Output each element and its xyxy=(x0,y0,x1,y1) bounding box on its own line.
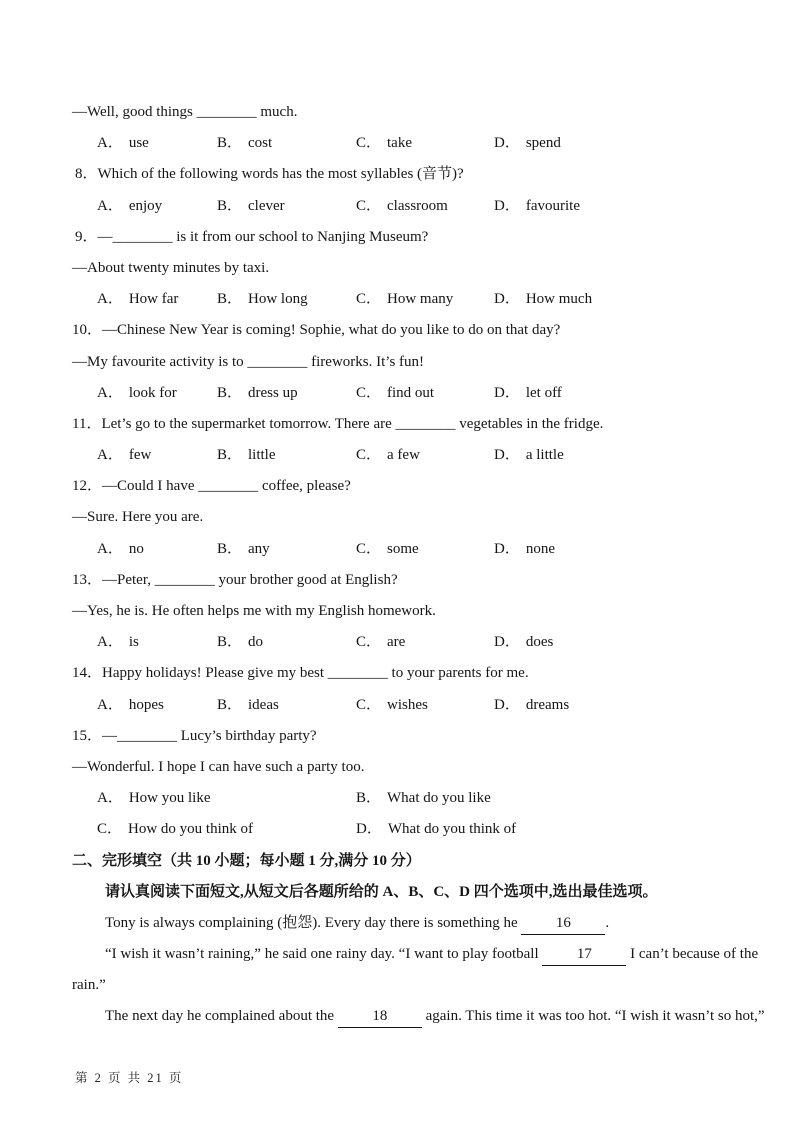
option-A xyxy=(97,128,149,159)
option-A xyxy=(97,284,178,315)
option-text: How many xyxy=(387,291,454,308)
option-D xyxy=(494,690,569,721)
line-28-segments xyxy=(72,939,759,970)
option-letter: C． xyxy=(356,135,382,152)
option-text: look for xyxy=(128,384,177,401)
option-C xyxy=(356,378,434,409)
option-text: How do you think of xyxy=(128,821,254,838)
text-segment: Tony is always complaining (抱怨). Every day there is something he xyxy=(105,914,522,931)
option-letter: A． xyxy=(97,634,123,651)
option-letter: A． xyxy=(97,790,123,807)
option-text: ideas xyxy=(248,696,279,713)
numbered-blank-16: 16 xyxy=(521,913,605,935)
line-6-text: —About twenty minutes by taxi. xyxy=(72,259,270,276)
option-letter: B． xyxy=(217,197,243,214)
option-C xyxy=(356,534,419,565)
option-text: enjoy xyxy=(128,197,163,214)
option-letter: D． xyxy=(356,821,382,838)
line-11-text: 11．Let’s go to the supermarket tomorrow. There are ________ vegetables in the fridge. xyxy=(72,415,604,432)
option-letter: D． xyxy=(494,291,520,308)
option-text: How much xyxy=(525,291,593,308)
option-letter: D． xyxy=(494,540,520,557)
option-text: hopes xyxy=(128,696,164,713)
option-letter: B． xyxy=(217,447,243,464)
option-letter: B． xyxy=(217,696,243,713)
option-letter: A． xyxy=(97,197,123,214)
option-D xyxy=(494,534,555,565)
option-text: none xyxy=(525,540,556,557)
line-15-options4 xyxy=(72,534,732,565)
line-27-segments xyxy=(72,908,732,939)
option-B xyxy=(217,690,279,721)
line-2-options4 xyxy=(72,128,732,159)
option-C xyxy=(356,128,412,159)
option-C xyxy=(356,690,428,721)
option-B xyxy=(217,534,270,565)
line-19-text: 14．Happy holidays! Please give my best ________ to your parents for me. xyxy=(72,665,529,682)
option-text: What do you think of xyxy=(387,821,517,838)
option-A xyxy=(97,378,177,409)
option-C xyxy=(356,440,420,471)
page-footer: 第 2 页 共 21 页 xyxy=(75,1071,184,1085)
option-letter: C． xyxy=(356,447,382,464)
option-letter: D． xyxy=(494,447,520,464)
line-4-options4 xyxy=(72,191,732,222)
option-text: is xyxy=(128,634,139,651)
option-B xyxy=(217,627,263,658)
option-text: cost xyxy=(248,135,273,152)
option-text: let off xyxy=(525,384,562,401)
line-10-options4 xyxy=(72,378,732,409)
option-text: a little xyxy=(525,447,564,464)
option-D xyxy=(494,627,553,658)
line-17-text: —Yes, he is. He often helps me with my English homework. xyxy=(72,603,436,619)
line-25-bold: 二、完形填空（共 10 小题；每小题 1 分,满分 10 分） xyxy=(72,852,421,869)
option-letter: A． xyxy=(97,540,123,557)
option-letter: B． xyxy=(217,540,243,557)
option-text: How long xyxy=(248,291,308,308)
option-B xyxy=(217,378,298,409)
text-segment: again. This time it was too hot. “I wish it wasn’t so hot,” xyxy=(421,1008,765,1025)
text-segment: . xyxy=(605,914,610,931)
option-text: no xyxy=(128,540,144,557)
line-29-text: rain.” xyxy=(72,977,106,994)
line-20-options4 xyxy=(72,690,732,721)
line-21-text: 15．—________ Lucy’s birthday party? xyxy=(72,727,317,744)
option-text: favourite xyxy=(525,197,580,214)
option-letter: B． xyxy=(217,291,243,308)
line-22-text: —Wonderful. I hope I can have such a party too. xyxy=(72,758,365,775)
option-text: wishes xyxy=(387,696,428,713)
text-segment: The next day he complained about the xyxy=(105,1008,338,1025)
line-16-text: 13．—Peter, ________ your brother good at English? xyxy=(72,571,398,588)
option-text: How far xyxy=(128,291,179,308)
option-letter: D． xyxy=(494,135,520,152)
line-24-options2 xyxy=(72,814,732,845)
option-letter: A． xyxy=(97,135,123,152)
option-letter: D． xyxy=(494,634,520,651)
option-letter: D． xyxy=(494,696,520,713)
option-A xyxy=(97,440,151,471)
option-letter: A． xyxy=(97,696,123,713)
option-A xyxy=(97,690,164,721)
option-letter: A． xyxy=(97,384,123,401)
option-D xyxy=(494,440,564,471)
option-C xyxy=(356,627,405,658)
numbered-blank-18: 18 xyxy=(338,1006,422,1028)
line-13-text: 12．—Could I have ________ coffee, please? xyxy=(72,478,351,495)
line-18-options4 xyxy=(72,627,732,658)
option-letter: A． xyxy=(97,291,123,308)
option-letter: C． xyxy=(356,197,382,214)
option-letter: B． xyxy=(217,384,243,401)
option-text: dreams xyxy=(525,696,570,713)
option-text: clever xyxy=(248,197,285,214)
option-text: a few xyxy=(387,447,420,464)
option-letter: C． xyxy=(356,696,382,713)
option-letter: B． xyxy=(217,135,243,152)
option-text: use xyxy=(128,135,149,152)
option-letter: C． xyxy=(356,540,382,557)
option-letter: C． xyxy=(356,634,382,651)
option-D xyxy=(494,378,562,409)
option-B xyxy=(217,440,276,471)
option-text: take xyxy=(387,135,412,152)
line-5-text: 9．—________ is it from our school to Nanjing Museum? xyxy=(75,228,429,245)
option-B xyxy=(217,284,308,315)
line-7-options4 xyxy=(72,284,732,315)
option-text: spend xyxy=(525,135,561,152)
option-letter: D． xyxy=(494,197,520,214)
option-text: any xyxy=(248,540,270,557)
line-8-text: 10．—Chinese New Year is coming! Sophie, what do you like to do on that day? xyxy=(72,322,561,339)
option-text: little xyxy=(248,447,276,464)
option-text: do xyxy=(248,634,264,651)
option-text: dress up xyxy=(248,384,298,401)
option-B xyxy=(217,128,272,159)
option-A xyxy=(97,627,139,658)
line-12-options4 xyxy=(72,440,732,471)
option-D xyxy=(494,128,561,159)
option-D xyxy=(494,191,580,222)
text-segment: “I wish it wasn’t raining,” he said one rainy day. “I want to play football xyxy=(105,946,543,963)
option-text: are xyxy=(387,634,406,651)
line-26-bold: 请认真阅读下面短文,从短文后各题所给的 A、B、C、D 四个选项中,选出最佳选项。 xyxy=(105,883,658,900)
option-text: What do you like xyxy=(387,790,491,807)
option-letter: C． xyxy=(97,821,123,838)
option-C xyxy=(356,284,453,315)
line-23-options2 xyxy=(72,783,732,814)
option-text: find out xyxy=(387,384,435,401)
line-9-text: —My favourite activity is to ________ fireworks. It’s fun! xyxy=(72,353,425,370)
option-letter: C． xyxy=(356,384,382,401)
option-text: How you like xyxy=(128,790,211,807)
line-30-segments xyxy=(72,1001,765,1032)
numbered-blank-17: 17 xyxy=(542,944,626,966)
option-letter: C． xyxy=(356,291,382,308)
line-1-text: —Well, good things ________ much. xyxy=(72,104,298,120)
option-C xyxy=(356,191,448,222)
line-3-text: 8．Which of the following words has the most syllables (音节)? xyxy=(75,166,464,183)
option-letter: D． xyxy=(494,384,520,401)
option-text: some xyxy=(387,540,419,557)
option-A xyxy=(97,783,211,814)
option-B xyxy=(356,783,491,814)
option-D xyxy=(356,814,516,845)
option-C xyxy=(97,814,253,845)
option-letter: A． xyxy=(97,447,123,464)
line-14-text: —Sure. Here you are. xyxy=(72,509,204,526)
option-text: classroom xyxy=(387,197,448,214)
document-content xyxy=(72,97,765,1033)
option-D xyxy=(494,284,592,315)
option-letter: B． xyxy=(356,790,382,807)
option-text: does xyxy=(525,634,554,651)
option-A xyxy=(97,534,144,565)
option-text: few xyxy=(128,447,152,464)
text-segment: I can’t because of the xyxy=(626,946,759,963)
option-B xyxy=(217,191,285,222)
option-A xyxy=(97,191,162,222)
option-letter: B． xyxy=(217,634,243,651)
